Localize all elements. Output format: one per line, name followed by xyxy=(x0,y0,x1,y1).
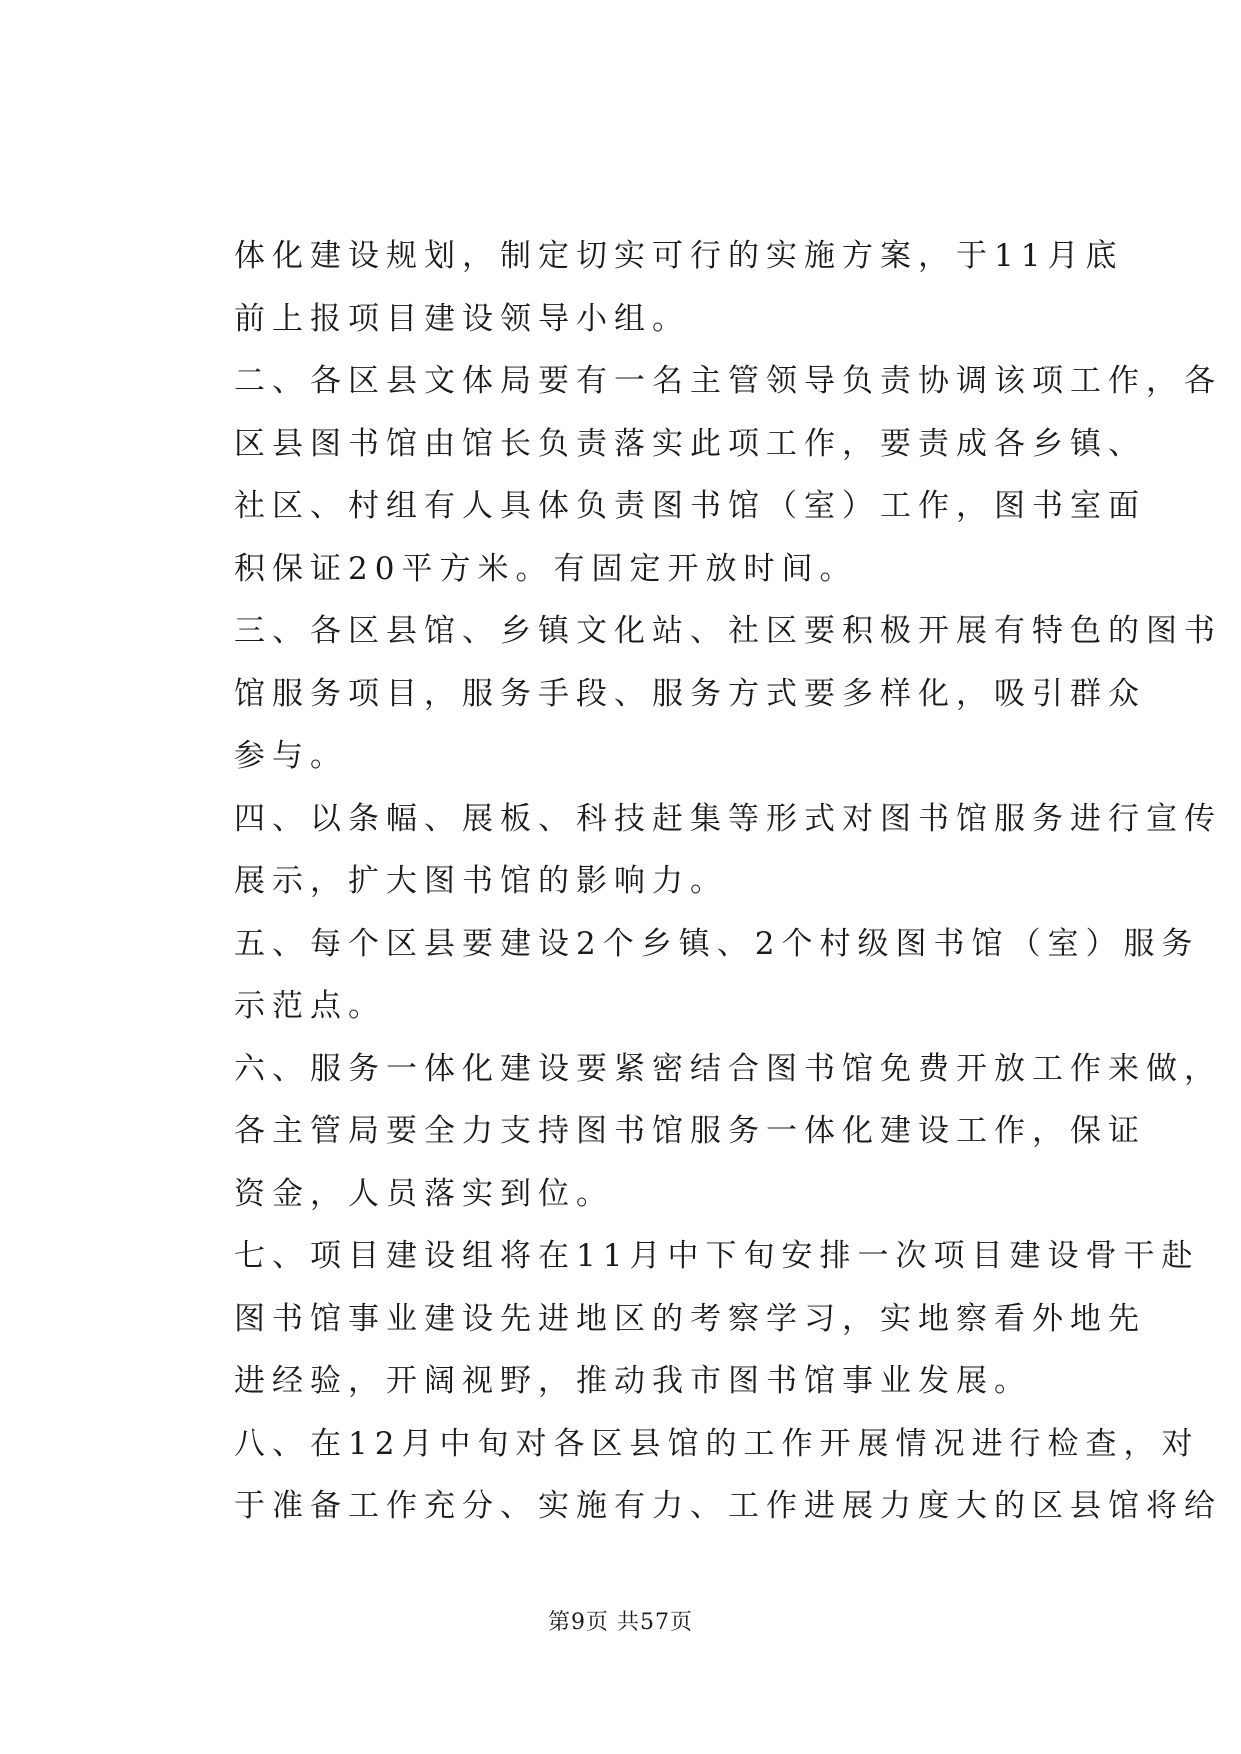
text-line: 图书馆事业建设先进地区的考察学习，实地察看外地先 xyxy=(234,1300,1146,1337)
text-line: 社区、村组有人具体负责图书馆（室）工作，图书室面 xyxy=(234,488,1146,524)
text-line: 资金，人员落实到位。 xyxy=(234,1175,614,1212)
text-line: 积保证20平方米。有固定开放时间。 xyxy=(234,550,858,587)
text-line: 二、各区县文体局要有一名主管领导负责协调该项工作，各 xyxy=(234,363,1222,399)
text-line: 五、每个区县要建设2个乡镇、2个村级图书馆（室）服务 xyxy=(234,925,1200,962)
page-number-footer: 第9页 共57页 xyxy=(548,1610,693,1635)
text-line: 三、各区县馆、乡镇文化站、社区要积极开展有特色的图书 xyxy=(234,613,1222,649)
text-line: 各主管局要全力支持图书馆服务一体化建设工作，保证 xyxy=(234,1113,1146,1149)
text-line: 展示，扩大图书馆的影响力。 xyxy=(234,863,728,899)
text-line: 馆服务项目，服务手段、服务方式要多样化，吸引群众 xyxy=(234,675,1146,712)
text-line: 参与。 xyxy=(234,738,348,774)
text-line: 进经验，开阔视野，推动我市图书馆事业发展。 xyxy=(234,1363,1032,1399)
text-line: 于准备工作充分、实施有力、工作进展力度大的区县馆将给 xyxy=(234,1488,1222,1524)
body-text xyxy=(234,225,1222,1538)
text-line: 前上报项目建设领导小组。 xyxy=(234,300,690,337)
text-line: 四、以条幅、展板、科技赶集等形式对图书馆服务进行宣传 xyxy=(234,800,1222,837)
text-line: 七、项目建设组将在11月中下旬安排一次项目建设骨干赴 xyxy=(234,1238,1200,1274)
text-line: 区县图书馆由馆长负责落实此项工作，要责成各乡镇、 xyxy=(234,425,1146,462)
text-line: 体化建设规划，制定切实可行的实施方案，于11月底 xyxy=(234,238,1124,274)
text-line: 示范点。 xyxy=(234,988,386,1024)
text-line: 六、服务一体化建设要紧密结合图书馆免费开放工作来做， xyxy=(234,1050,1222,1087)
text-line: 八、在12月中旬对各区县馆的工作开展情况进行检查，对 xyxy=(234,1425,1200,1462)
